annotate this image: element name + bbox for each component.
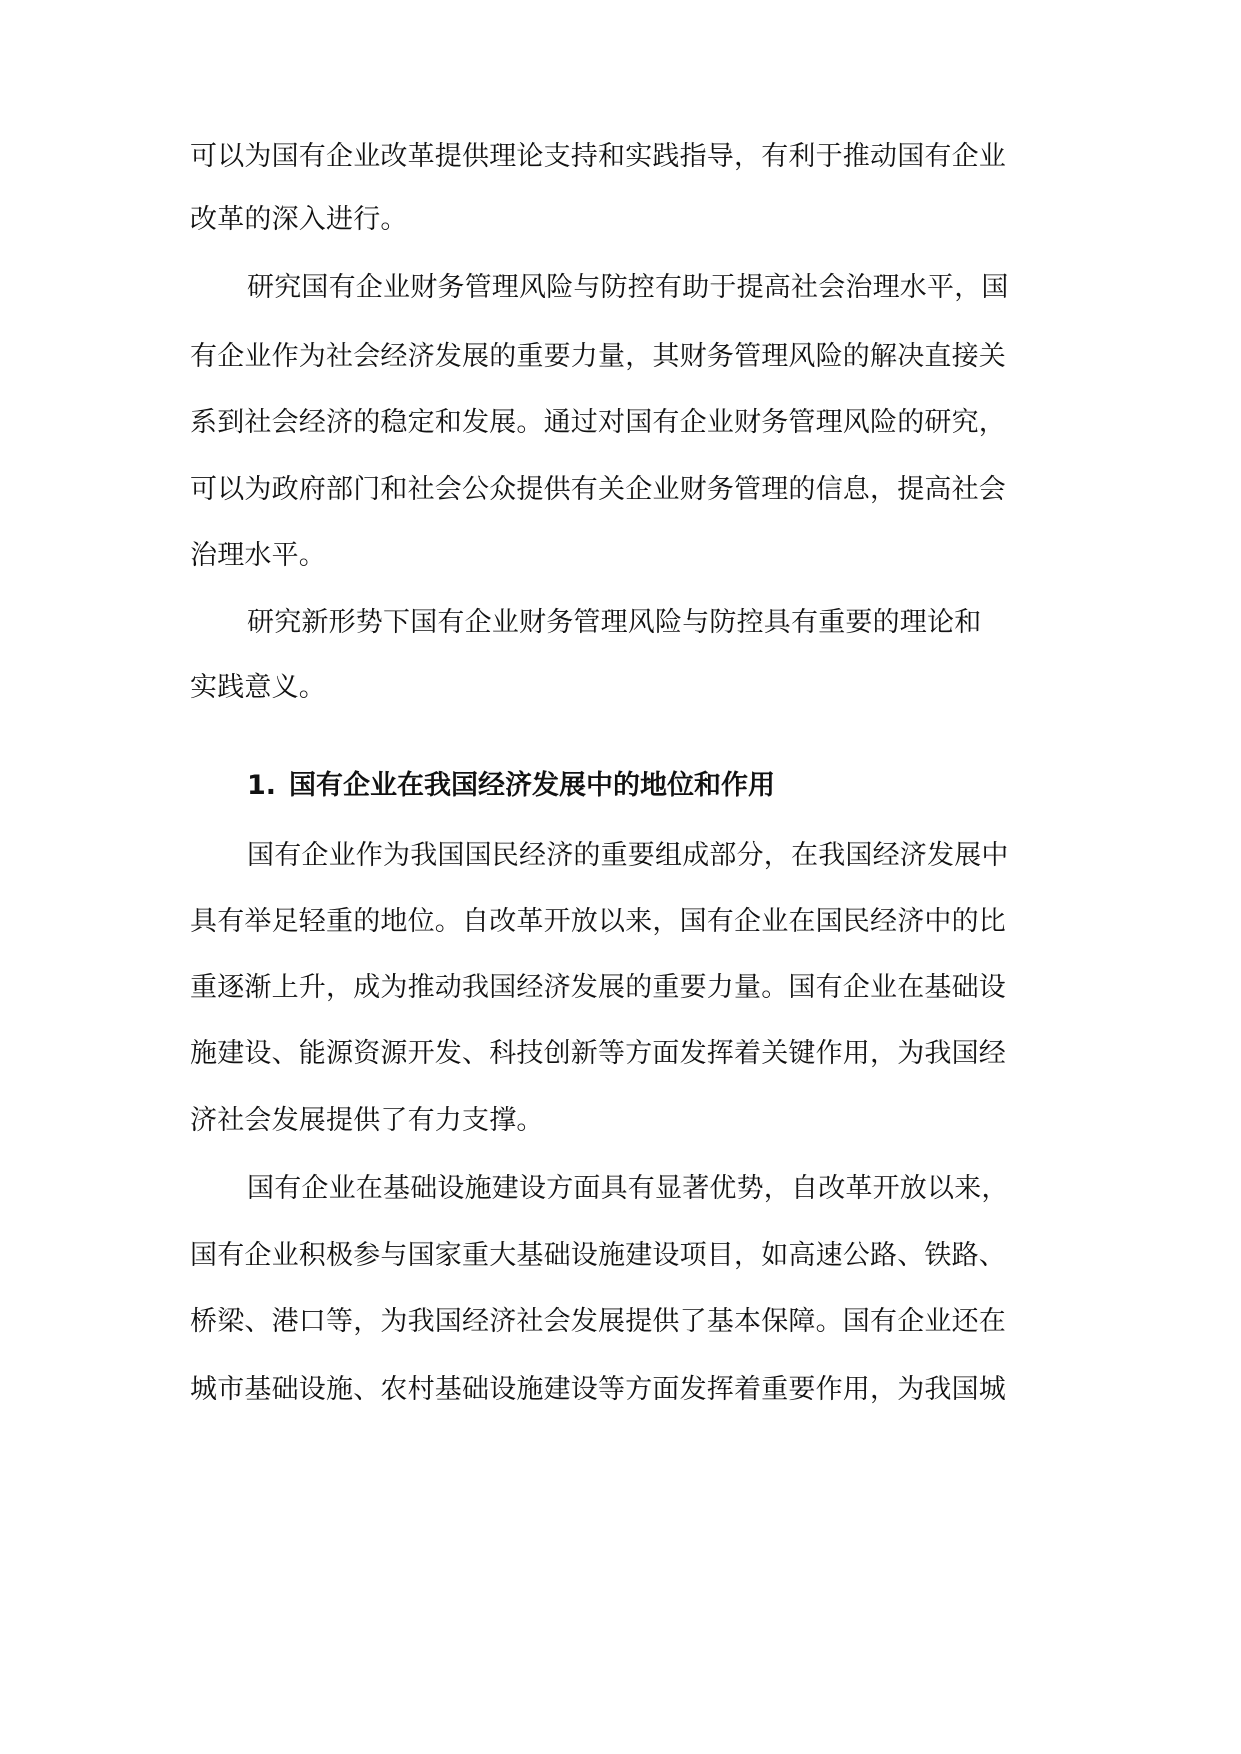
paragraph-line: 桥梁、港口等，为我国经济社会发展提供了基本保障。国有企业还在 <box>190 1306 1006 1337</box>
paragraph-line: 实践意义。 <box>190 672 326 703</box>
paragraph-line: 有企业作为社会经济发展的重要力量，其财务管理风险的解决直接关 <box>190 341 1006 372</box>
paragraph-line: 国有企业作为我国国民经济的重要组成部分，在我国经济发展中 <box>247 840 1009 871</box>
paragraph-line: 可以为国有企业改革提供理论支持和实践指导，有利于推动国有企业 <box>190 141 1006 172</box>
paragraph-line: 改革的深入进行。 <box>190 204 408 235</box>
paragraph-line: 研究国有企业财务管理风险与防控有助于提高社会治理水平，国 <box>247 272 1009 303</box>
paragraph-line: 国有企业积极参与国家重大基础设施建设项目，如高速公路、铁路、 <box>190 1240 1006 1271</box>
paragraph-line: 可以为政府部门和社会公众提供有关企业财务管理的信息，提高社会 <box>190 474 1006 505</box>
paragraph-line: 治理水平。 <box>190 540 326 571</box>
paragraph-line: 研究新形势下国有企业财务管理风险与防控具有重要的理论和 <box>247 607 982 638</box>
paragraph-line: 济社会发展提供了有力支撑。 <box>190 1105 544 1136</box>
paragraph-line: 国有企业在基础设施建设方面具有显著优势，自改革开放以来， <box>247 1173 1009 1204</box>
section-title: 国有企业在我国经济发展中的地位和作用 <box>289 770 775 801</box>
paragraph-line: 重逐渐上升，成为推动我国经济发展的重要力量。国有企业在基础设 <box>190 972 1006 1003</box>
paragraph-line: 具有举足轻重的地位。自改革开放以来，国有企业在国民经济中的比 <box>190 906 1006 937</box>
section-number: 1. <box>247 770 277 801</box>
paragraph-line: 系到社会经济的稳定和发展。通过对国有企业财务管理风险的研究， <box>190 407 1006 438</box>
paragraph-line: 城市基础设施、农村基础设施建设等方面发挥着重要作用，为我国城 <box>190 1374 1006 1405</box>
paragraph-line: 施建设、能源资源开发、科技创新等方面发挥着关键作用，为我国经 <box>190 1038 1006 1069</box>
section-heading <box>247 766 775 806</box>
